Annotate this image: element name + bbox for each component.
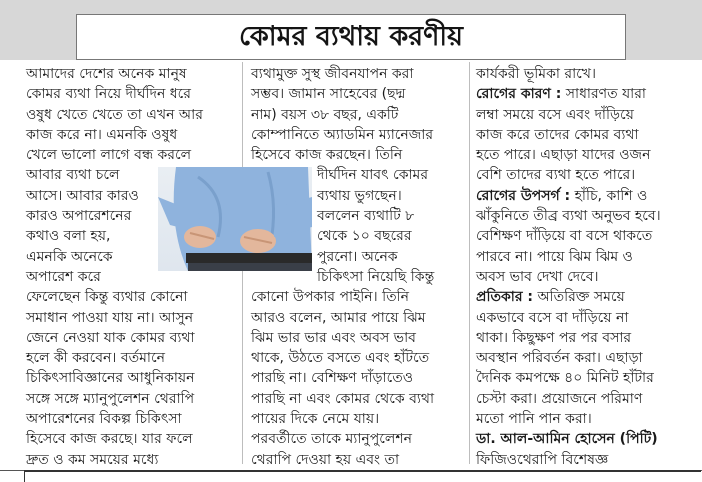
column-divider: [469, 62, 470, 464]
text-line: অবস ভাব দেখা দেবে।: [476, 268, 599, 285]
text-line: কথাও বলা হয়,: [26, 228, 111, 245]
text-line: ঝিম ভার ভার এবং অবস ভাব: [251, 329, 416, 346]
symptom-heading-line: [476, 186, 700, 206]
text-line: পরবর্তীতে তাকে ম্যানুপুলেশন: [251, 431, 412, 448]
text-line: সমাধান পাওয়া যায় না। আসুন: [26, 309, 194, 326]
text-line: ওষুধ খেতে খেতে তা এখন আর: [26, 106, 203, 123]
back-pain-photo: [158, 167, 312, 271]
headline: কোমর ব্যথায় করণীয়: [76, 14, 626, 60]
text-fragment: সাধারণত যারা: [561, 86, 646, 103]
text-line: থেরাপি দেওয়া হয় এবং তা: [251, 451, 400, 468]
text-line: কোনো উপকার পাইনি। তিনি: [251, 289, 409, 306]
text-line: পায়ের দিকে নেমে যায়।: [251, 411, 380, 428]
symptom-heading: রোগের উপসর্গ :: [476, 187, 571, 204]
cause-heading-line: [476, 84, 700, 104]
text-line: চিকিৎসা নিয়েছি কিন্তু: [317, 268, 435, 285]
next-article-box: [24, 470, 701, 482]
text-line: পারছি না। বেশিক্ষণ দাঁড়াতেও: [251, 370, 413, 387]
text-line: অপারেশ করে: [26, 268, 101, 285]
text-line: থেকে ১০ বছরের: [317, 228, 412, 245]
text-line: এমনকি অনেকে: [26, 248, 113, 265]
text-line: পুরনো। অনেক: [317, 248, 398, 265]
text-fragment: অতিরিক্ত সময়ে: [533, 289, 625, 306]
author-name: ডা. আল-আমিন হোসেন (পিটি): [476, 431, 658, 448]
text-line: হলে কী করবেন। বর্তমানে: [26, 350, 165, 367]
text-line: ব্যথামুক্ত সুস্থ জীবনযাপন করা: [251, 66, 414, 82]
text-line: বললেন ব্যথাটি ৮: [317, 208, 415, 225]
text-line: খেলে ভালো লাগে বন্ধ করলে: [26, 147, 192, 164]
text-line: দ্রুত ও কম সময়ের মধ্যে: [26, 451, 159, 468]
text-line: কোম্পানিতে অ্যাডমিন ম্যানেজার: [251, 126, 434, 143]
text-line: হিসেবে কাজ করছেন। তিনি: [251, 147, 403, 164]
text-line: কাজ করে তাদের কোমর ব্যথা: [476, 126, 639, 143]
text-line: চিকিৎসাবিজ্ঞানের আধুনিকায়ন: [26, 370, 195, 387]
text-line: দৈনিক কমপক্ষে ৪০ মিনিট হাঁটার: [476, 370, 654, 387]
text-line: কার্যকরী ভূমিকা রাখে।: [476, 66, 596, 82]
text-line: হিসেবে কাজ করছে। যার ফলে: [26, 431, 193, 448]
text-line: বেশিক্ষণ দাঁড়িয়ে বা বসে থাকতে: [476, 228, 653, 245]
text-line: চেস্টা করা। প্রয়োজনে পরিমাণ: [476, 390, 643, 407]
text-line: একভাবে বসে বা দাঁড়িয়ে না: [476, 309, 629, 326]
man-holding-back-illustration: [158, 167, 312, 271]
text-line: পারবে না। পায়ে ঝিম ঝিম ও: [476, 248, 633, 265]
text-line: অপারেশনের বিকল্প চিকিৎসা: [26, 411, 182, 428]
text-line: ঝাঁকুনিতে তীব্র ব্যথা অনুভব হবে।: [476, 208, 661, 225]
author-designation: ফিজিওথেরাপি বিশেষজ্ঞ: [476, 451, 609, 468]
remedy-heading: প্রতিকার :: [476, 289, 533, 306]
text-line: থাকা। কিছুক্ষণ পর পর বসার: [476, 329, 632, 346]
remedy-heading-line: [476, 287, 700, 307]
text-line: বেশি তাদের ব্যথা হতে পারে।: [476, 167, 636, 184]
text-line: দীর্ঘদিন যাবৎ কোমর: [317, 167, 429, 184]
text-line: জেনে নেওয়া যাক কোমর ব্যথা: [26, 329, 195, 346]
text-line: নাম) বয়স ৩৮ বছর, একটি: [251, 106, 399, 123]
text-line: ব্যথায় ভুগছেন।: [317, 187, 402, 204]
article-column-3: [476, 64, 700, 470]
text-line: থাকে, উঠতে বসতে এবং হাঁটতে: [251, 350, 430, 367]
text-line: আমাদের দেশের অনেক মানুষ: [26, 66, 187, 82]
text-line: ফেলেছেন কিন্তু ব্যথার কোনো: [26, 289, 188, 306]
text-line: সঙ্গে সঙ্গে ম্যানুপুলেশন থেরাপি: [26, 390, 195, 407]
text-line: মতো পানি পান করা।: [476, 411, 592, 428]
cause-heading: রোগের কারণ :: [476, 86, 562, 103]
text-line: কোমর ব্যথা নিয়ে দীর্ঘদিন ধরে: [26, 86, 191, 103]
text-line: হতে পারে। এছাড়া যাদের ওজন: [476, 147, 651, 164]
text-line: কারও অপারেশনের: [26, 208, 132, 225]
text-line: লম্বা সময়ে বসে এবং দাঁড়িয়ে: [476, 106, 634, 123]
text-line: সম্ভব। জামান সাহেবের (ছদ্ম: [251, 86, 406, 103]
text-line: আবার ব্যথা চলে: [26, 167, 120, 184]
text-line: আসে। আবার কারও: [26, 187, 139, 204]
text-line: অবস্থান পরিবর্তন করা। এছাড়া: [476, 350, 643, 367]
text-line: কাজ করে না। এমনকি ওষুধ: [26, 126, 178, 143]
text-line: পারছি না এবং কোমর থেকে ব্যথা: [251, 390, 435, 407]
text-line: আরও বলেন, আমার পায়ে ঝিম: [251, 309, 426, 326]
text-fragment: হাঁচি, কাশি ও: [570, 187, 648, 204]
